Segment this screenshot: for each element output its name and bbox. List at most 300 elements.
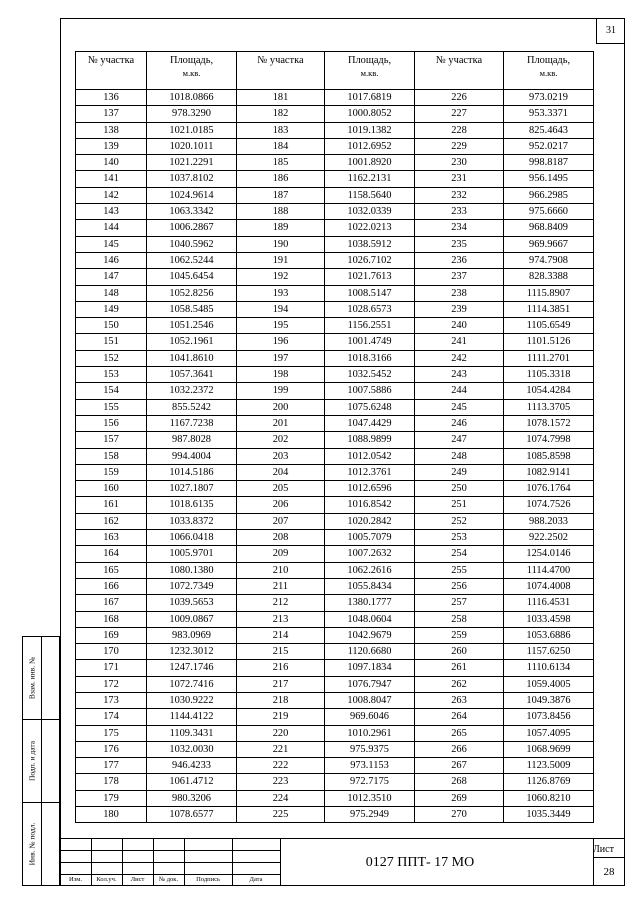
plot-area-cell: 1032.2372 xyxy=(147,383,237,399)
plot-number-cell: 213 xyxy=(237,611,325,627)
plot-number-cell: 228 xyxy=(415,122,504,138)
plot-number-cell: 138 xyxy=(76,122,147,138)
table-row xyxy=(76,187,594,203)
plot-number-cell: 268 xyxy=(415,774,504,790)
plot-area-cell: 972.7175 xyxy=(325,774,415,790)
table-row xyxy=(76,383,594,399)
plot-area-cell: 1024.9614 xyxy=(147,187,237,203)
plot-number-cell: 143 xyxy=(76,204,147,220)
label-date: Дата xyxy=(249,876,263,883)
table-body xyxy=(76,90,594,823)
table-row xyxy=(76,497,594,513)
plot-area-cell: 975.6660 xyxy=(504,204,594,220)
plot-area-cell: 1006.2867 xyxy=(147,220,237,236)
plot-number-cell: 201 xyxy=(237,415,325,431)
plot-number-cell: 158 xyxy=(76,448,147,464)
document-code: 0127 ППТ- 17 МО xyxy=(365,855,475,870)
plot-area-cell: 1052.8256 xyxy=(147,285,237,301)
plot-area-cell: 952.0217 xyxy=(504,138,594,154)
plot-number-cell: 191 xyxy=(237,252,325,268)
plot-number-cell: 175 xyxy=(76,725,147,741)
plot-area-cell: 1074.4008 xyxy=(504,578,594,594)
plot-area-cell: 998.8187 xyxy=(504,155,594,171)
plot-number-cell: 177 xyxy=(76,758,147,774)
plot-area-cell: 1005.7079 xyxy=(325,530,415,546)
plot-number-cell: 137 xyxy=(76,106,147,122)
plot-area-cell: 1040.5962 xyxy=(147,236,237,252)
plot-number-cell: 188 xyxy=(237,204,325,220)
plot-number-cell: 150 xyxy=(76,318,147,334)
plot-number-cell: 168 xyxy=(76,611,147,627)
plot-area-cell: 1055.8434 xyxy=(325,578,415,594)
plot-number-cell: 200 xyxy=(237,399,325,415)
plot-number-cell: 184 xyxy=(237,138,325,154)
plot-area-cell: 969.9667 xyxy=(504,236,594,252)
table-row xyxy=(76,204,594,220)
plot-number-cell: 146 xyxy=(76,252,147,268)
plot-number-cell: 215 xyxy=(237,644,325,660)
plot-area-cell: 1157.6250 xyxy=(504,644,594,660)
plot-area-cell: 1123.5009 xyxy=(504,758,594,774)
plot-area-cell: 1062.5244 xyxy=(147,252,237,268)
table-row xyxy=(76,155,594,171)
side-field-replace-inv: Взам. инв. № xyxy=(27,656,37,700)
plot-number-cell: 165 xyxy=(76,562,147,578)
plot-area-cell: 1380.1777 xyxy=(325,595,415,611)
plot-number-cell: 258 xyxy=(415,611,504,627)
plot-number-cell: 160 xyxy=(76,481,147,497)
plot-number-cell: 211 xyxy=(237,578,325,594)
table-row xyxy=(76,644,594,660)
plot-number-cell: 232 xyxy=(415,187,504,203)
table-row xyxy=(76,692,594,708)
plot-number-cell: 225 xyxy=(237,807,325,823)
plot-number-cell: 224 xyxy=(237,790,325,806)
plot-area-cell: 1254.0146 xyxy=(504,546,594,562)
plot-number-cell: 247 xyxy=(415,432,504,448)
plot-area-cell: 1022.0213 xyxy=(325,220,415,236)
table-row xyxy=(76,807,594,823)
plot-area-cell: 1054.4284 xyxy=(504,383,594,399)
plot-area-cell: 1080.1380 xyxy=(147,562,237,578)
plot-number-cell: 259 xyxy=(415,627,504,643)
label-qty: Кол.уч. xyxy=(96,876,117,883)
table-row xyxy=(76,106,594,122)
table-row xyxy=(76,122,594,138)
table-row xyxy=(76,90,594,106)
table-row xyxy=(76,660,594,676)
column-header-unit: м.кв. xyxy=(539,68,558,78)
plot-number-cell: 208 xyxy=(237,530,325,546)
plot-number-cell: 147 xyxy=(76,269,147,285)
table-row xyxy=(76,318,594,334)
plot-area-cell: 1114.3851 xyxy=(504,301,594,317)
plot-number-cell: 149 xyxy=(76,301,147,317)
plot-area-cell: 1120.6680 xyxy=(325,644,415,660)
plot-number-cell: 252 xyxy=(415,513,504,529)
plot-area-cell: 1001.4749 xyxy=(325,334,415,350)
plot-area-cell: 1058.5485 xyxy=(147,301,237,317)
plot-area-cell: 1126.8769 xyxy=(504,774,594,790)
plot-number-cell: 163 xyxy=(76,530,147,546)
plot-area-cell: 1018.3166 xyxy=(325,350,415,366)
label-doc-no: № док. xyxy=(158,876,179,883)
plot-area-cell: 966.2985 xyxy=(504,187,594,203)
plot-number-cell: 214 xyxy=(237,627,325,643)
table-row xyxy=(76,709,594,725)
plot-area-cell: 946.4233 xyxy=(147,758,237,774)
plot-number-cell: 148 xyxy=(76,285,147,301)
plot-area-cell: 1232.3012 xyxy=(147,644,237,660)
plot-number-cell: 270 xyxy=(415,807,504,823)
table-row xyxy=(76,595,594,611)
side-field-original-inv: Инв. № подл. xyxy=(27,822,37,866)
plot-number-cell: 265 xyxy=(415,725,504,741)
plot-number-cell: 155 xyxy=(76,399,147,415)
plot-area-cell: 1063.3342 xyxy=(147,204,237,220)
plot-number-cell: 212 xyxy=(237,595,325,611)
plot-area-cell: 1018.6135 xyxy=(147,497,237,513)
plot-area-cell: 1085.8598 xyxy=(504,448,594,464)
plot-area-cell: 1144.4122 xyxy=(147,709,237,725)
table-row xyxy=(76,236,594,252)
land-plots-table xyxy=(75,51,594,823)
plot-number-cell: 156 xyxy=(76,415,147,431)
plot-area-cell: 1097.1834 xyxy=(325,660,415,676)
plot-area-cell: 1052.1961 xyxy=(147,334,237,350)
plot-area-cell: 1051.2546 xyxy=(147,318,237,334)
plot-number-cell: 267 xyxy=(415,758,504,774)
plot-number-cell: 141 xyxy=(76,171,147,187)
plot-number-cell: 166 xyxy=(76,578,147,594)
plot-area-cell: 1049.3876 xyxy=(504,692,594,708)
plot-number-cell: 262 xyxy=(415,676,504,692)
plot-number-cell: 171 xyxy=(76,660,147,676)
plot-number-cell: 246 xyxy=(415,415,504,431)
plot-number-cell: 261 xyxy=(415,660,504,676)
plot-number-cell: 238 xyxy=(415,285,504,301)
column-header xyxy=(415,52,504,90)
plot-area-cell: 1012.0542 xyxy=(325,448,415,464)
plot-area-cell: 1247.1746 xyxy=(147,660,237,676)
plot-number-cell: 263 xyxy=(415,692,504,708)
table-row xyxy=(76,138,594,154)
plot-area-cell: 1038.5912 xyxy=(325,236,415,252)
plot-number-cell: 218 xyxy=(237,692,325,708)
plot-area-cell: 1026.7102 xyxy=(325,252,415,268)
table-row xyxy=(76,220,594,236)
plot-area-cell: 1032.5452 xyxy=(325,367,415,383)
plot-area-cell: 1057.4095 xyxy=(504,725,594,741)
plot-area-cell: 975.2949 xyxy=(325,807,415,823)
plot-area-cell: 1074.7526 xyxy=(504,497,594,513)
plot-area-cell: 1072.7416 xyxy=(147,676,237,692)
plot-number-cell: 151 xyxy=(76,334,147,350)
plot-area-cell: 1076.7947 xyxy=(325,676,415,692)
plot-number-cell: 142 xyxy=(76,187,147,203)
plot-number-cell: 229 xyxy=(415,138,504,154)
plot-area-cell: 1032.0030 xyxy=(147,741,237,757)
plot-number-cell: 240 xyxy=(415,318,504,334)
plot-number-cell: 248 xyxy=(415,448,504,464)
plot-number-cell: 183 xyxy=(237,122,325,138)
plot-area-cell: 1021.0185 xyxy=(147,122,237,138)
table-row xyxy=(76,399,594,415)
plot-number-cell: 190 xyxy=(237,236,325,252)
plot-area-cell: 1030.9222 xyxy=(147,692,237,708)
table-header-row xyxy=(76,52,594,90)
plot-area-cell: 1059.4005 xyxy=(504,676,594,692)
plot-area-cell: 1068.9699 xyxy=(504,741,594,757)
plot-number-cell: 161 xyxy=(76,497,147,513)
plot-number-cell: 249 xyxy=(415,464,504,480)
plot-number-cell: 187 xyxy=(237,187,325,203)
plot-area-cell: 1105.6549 xyxy=(504,318,594,334)
plot-area-cell: 1028.6573 xyxy=(325,301,415,317)
plot-number-cell: 251 xyxy=(415,497,504,513)
plot-number-cell: 185 xyxy=(237,155,325,171)
plot-area-cell: 1062.2616 xyxy=(325,562,415,578)
side-stamp xyxy=(22,636,60,886)
label-signature: Подпись xyxy=(196,876,220,883)
label-change: Изм. xyxy=(69,876,82,883)
plot-area-cell: 1018.0866 xyxy=(147,90,237,106)
plot-number-cell: 244 xyxy=(415,383,504,399)
plot-number-cell: 139 xyxy=(76,138,147,154)
plot-area-cell: 978.3290 xyxy=(147,106,237,122)
side-field-signature-date: Подп. и дата xyxy=(27,740,37,782)
table-row xyxy=(76,350,594,366)
plot-area-cell: 828.3388 xyxy=(504,269,594,285)
plot-area-cell: 1019.1382 xyxy=(325,122,415,138)
plot-number-cell: 250 xyxy=(415,481,504,497)
plot-number-cell: 167 xyxy=(76,595,147,611)
plot-number-cell: 186 xyxy=(237,171,325,187)
plot-area-cell: 1041.8610 xyxy=(147,350,237,366)
plot-area-cell: 1113.3705 xyxy=(504,399,594,415)
plot-area-cell: 983.0969 xyxy=(147,627,237,643)
plot-area-cell: 825.4643 xyxy=(504,122,594,138)
table-row xyxy=(76,562,594,578)
plot-area-cell: 1061.4712 xyxy=(147,774,237,790)
plot-number-cell: 236 xyxy=(415,252,504,268)
plot-area-cell: 1012.6952 xyxy=(325,138,415,154)
table-row xyxy=(76,774,594,790)
plot-area-cell: 1076.1764 xyxy=(504,481,594,497)
plot-area-cell: 1045.6454 xyxy=(147,269,237,285)
column-header-title: № участка xyxy=(257,55,304,66)
plot-number-cell: 180 xyxy=(76,807,147,823)
column-header-title: № участка xyxy=(87,55,135,66)
plot-number-cell: 256 xyxy=(415,578,504,594)
top-page-number: 31 xyxy=(596,18,625,44)
plot-area-cell: 1105.3318 xyxy=(504,367,594,383)
plot-number-cell: 230 xyxy=(415,155,504,171)
table-row xyxy=(76,334,594,350)
plot-number-cell: 269 xyxy=(415,790,504,806)
table-row xyxy=(76,790,594,806)
table-row xyxy=(76,758,594,774)
plot-number-cell: 157 xyxy=(76,432,147,448)
plot-area-cell: 922.2502 xyxy=(504,530,594,546)
plot-area-cell: 1005.9701 xyxy=(147,546,237,562)
plot-area-cell: 1001.8920 xyxy=(325,155,415,171)
plot-number-cell: 173 xyxy=(76,692,147,708)
sheet-number: 28 xyxy=(603,866,615,878)
plot-area-cell: 988.2033 xyxy=(504,513,594,529)
plot-area-cell: 973.0219 xyxy=(504,90,594,106)
plot-number-cell: 195 xyxy=(237,318,325,334)
plot-number-cell: 245 xyxy=(415,399,504,415)
plot-area-cell: 1039.5653 xyxy=(147,595,237,611)
plot-area-cell: 1012.3510 xyxy=(325,790,415,806)
plot-area-cell: 968.8409 xyxy=(504,220,594,236)
plot-area-cell: 1115.8907 xyxy=(504,285,594,301)
plot-number-cell: 237 xyxy=(415,269,504,285)
plot-number-cell: 193 xyxy=(237,285,325,301)
table-row xyxy=(76,269,594,285)
plot-number-cell: 255 xyxy=(415,562,504,578)
table-row xyxy=(76,448,594,464)
plot-area-cell: 974.7908 xyxy=(504,252,594,268)
column-header xyxy=(325,52,415,90)
table-row xyxy=(76,481,594,497)
table-row xyxy=(76,513,594,529)
column-header xyxy=(76,52,147,90)
plot-area-cell: 1075.6248 xyxy=(325,399,415,415)
plot-number-cell: 220 xyxy=(237,725,325,741)
plot-number-cell: 209 xyxy=(237,546,325,562)
plot-number-cell: 199 xyxy=(237,383,325,399)
table-row xyxy=(76,578,594,594)
plot-number-cell: 217 xyxy=(237,676,325,692)
plot-area-cell: 1110.6134 xyxy=(504,660,594,676)
plot-area-cell: 1156.2551 xyxy=(325,318,415,334)
plot-area-cell: 1033.8372 xyxy=(147,513,237,529)
plot-number-cell: 169 xyxy=(76,627,147,643)
column-header-unit: м.кв. xyxy=(182,68,201,78)
plot-area-cell: 1016.8542 xyxy=(325,497,415,513)
plot-number-cell: 222 xyxy=(237,758,325,774)
plot-area-cell: 1012.6596 xyxy=(325,481,415,497)
label-sheet: Лист xyxy=(130,876,145,883)
plot-number-cell: 189 xyxy=(237,220,325,236)
plot-area-cell: 1116.4531 xyxy=(504,595,594,611)
plot-number-cell: 154 xyxy=(76,383,147,399)
plot-number-cell: 172 xyxy=(76,676,147,692)
plot-number-cell: 241 xyxy=(415,334,504,350)
plot-number-cell: 223 xyxy=(237,774,325,790)
plot-number-cell: 178 xyxy=(76,774,147,790)
plot-area-cell: 1010.2961 xyxy=(325,725,415,741)
sheet-label: Лист xyxy=(593,844,614,855)
plot-area-cell: 994.4004 xyxy=(147,448,237,464)
plot-number-cell: 202 xyxy=(237,432,325,448)
plot-area-cell: 1111.2701 xyxy=(504,350,594,366)
plot-number-cell: 266 xyxy=(415,741,504,757)
plot-area-cell: 1114.4700 xyxy=(504,562,594,578)
column-header xyxy=(504,52,594,90)
plot-area-cell: 1007.5886 xyxy=(325,383,415,399)
plot-area-cell: 1109.3431 xyxy=(147,725,237,741)
plot-area-cell: 1162.2131 xyxy=(325,171,415,187)
table-row xyxy=(76,285,594,301)
plot-number-cell: 243 xyxy=(415,367,504,383)
plot-area-cell: 987.8028 xyxy=(147,432,237,448)
plot-number-cell: 136 xyxy=(76,90,147,106)
plot-area-cell: 1009.0867 xyxy=(147,611,237,627)
plot-number-cell: 176 xyxy=(76,741,147,757)
plot-area-cell: 1057.3641 xyxy=(147,367,237,383)
plot-area-cell: 1032.0339 xyxy=(325,204,415,220)
plot-area-cell: 956.1495 xyxy=(504,171,594,187)
plot-area-cell: 1053.6886 xyxy=(504,627,594,643)
plot-number-cell: 205 xyxy=(237,481,325,497)
column-header-title: Площадь, xyxy=(526,55,571,66)
plot-area-cell: 1012.3761 xyxy=(325,464,415,480)
table-row xyxy=(76,611,594,627)
plot-area-cell: 1078.6577 xyxy=(147,807,237,823)
table-row xyxy=(76,530,594,546)
plot-area-cell: 1047.4429 xyxy=(325,415,415,431)
plot-number-cell: 257 xyxy=(415,595,504,611)
plot-number-cell: 140 xyxy=(76,155,147,171)
table-row xyxy=(76,627,594,643)
plot-number-cell: 206 xyxy=(237,497,325,513)
plot-area-cell: 1017.6819 xyxy=(325,90,415,106)
table-row xyxy=(76,464,594,480)
table-row xyxy=(76,301,594,317)
plot-area-cell: 1000.8052 xyxy=(325,106,415,122)
plot-area-cell: 1082.9141 xyxy=(504,464,594,480)
table-row xyxy=(76,252,594,268)
table-row xyxy=(76,367,594,383)
plot-number-cell: 264 xyxy=(415,709,504,725)
plot-area-cell: 855.5242 xyxy=(147,399,237,415)
plot-number-cell: 181 xyxy=(237,90,325,106)
column-header xyxy=(237,52,325,90)
plot-area-cell: 1167.7238 xyxy=(147,415,237,431)
plot-area-cell: 969.6046 xyxy=(325,709,415,725)
plot-area-cell: 953.3371 xyxy=(504,106,594,122)
plot-area-cell: 1021.7613 xyxy=(325,269,415,285)
plot-area-cell: 1060.8210 xyxy=(504,790,594,806)
plot-area-cell: 1073.8456 xyxy=(504,709,594,725)
table-row xyxy=(76,432,594,448)
plot-area-cell: 1008.8047 xyxy=(325,692,415,708)
plot-number-cell: 219 xyxy=(237,709,325,725)
column-header xyxy=(147,52,237,90)
plot-area-cell: 1020.1011 xyxy=(147,138,237,154)
plot-number-cell: 144 xyxy=(76,220,147,236)
plot-number-cell: 170 xyxy=(76,644,147,660)
plot-area-cell: 1078.1572 xyxy=(504,415,594,431)
plot-number-cell: 192 xyxy=(237,269,325,285)
plot-area-cell: 1035.3449 xyxy=(504,807,594,823)
plot-area-cell: 1027.1807 xyxy=(147,481,237,497)
plot-area-cell: 1037.8102 xyxy=(147,171,237,187)
plot-area-cell: 1101.5126 xyxy=(504,334,594,350)
table-row xyxy=(76,546,594,562)
plot-area-cell: 1008.5147 xyxy=(325,285,415,301)
plot-area-cell: 980.3206 xyxy=(147,790,237,806)
plot-number-cell: 207 xyxy=(237,513,325,529)
plot-area-cell: 1072.7349 xyxy=(147,578,237,594)
plot-number-cell: 204 xyxy=(237,464,325,480)
plot-number-cell: 182 xyxy=(237,106,325,122)
plot-area-cell: 973.1153 xyxy=(325,758,415,774)
plot-area-cell: 1007.2632 xyxy=(325,546,415,562)
